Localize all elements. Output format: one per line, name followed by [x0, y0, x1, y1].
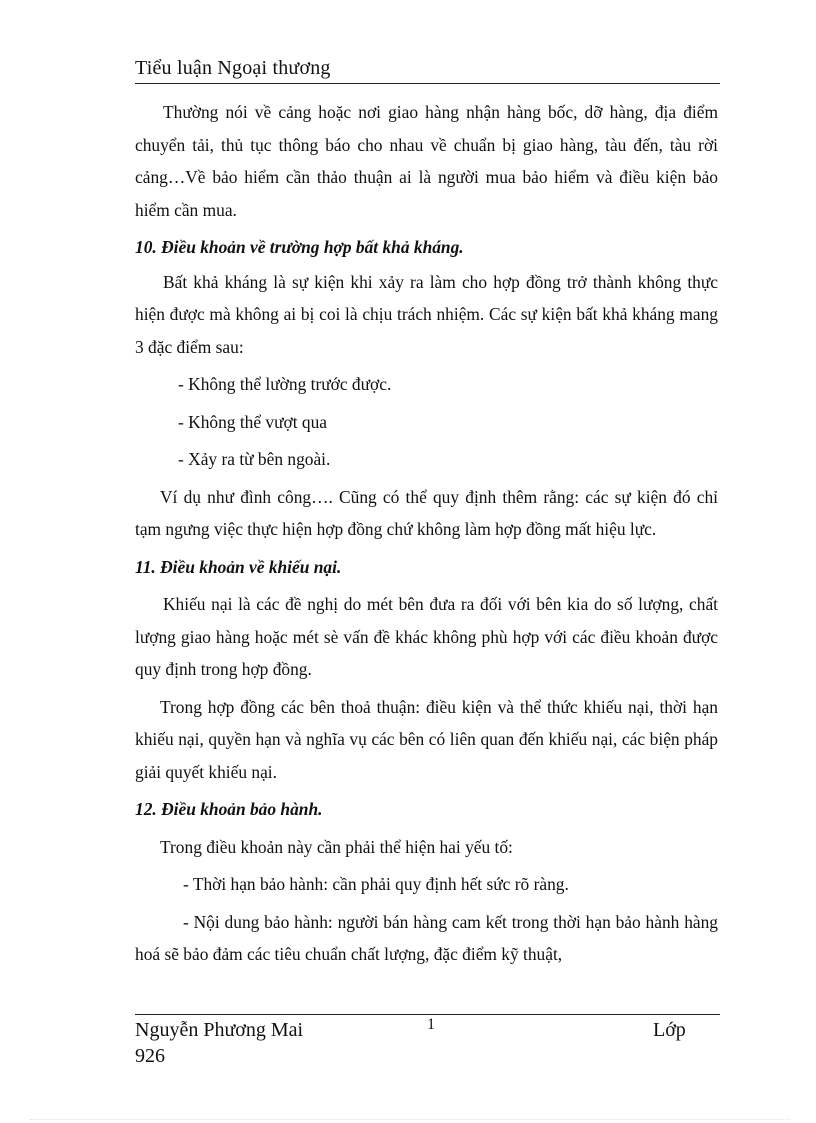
paragraph: Trong hợp đồng các bên thoả thuận: điều kiện và thể thức khiếu nại, thời hạn khiếu nại, quyền hạn và nghĩa vụ các bên có liên quan đến khiếu nại, các biện pháp giải quyết khiếu nại.: [135, 696, 718, 782]
list-item: - Thời hạn bảo hành: cần phải quy định hết sức rõ ràng.: [183, 874, 569, 894]
page-header-title: Tiểu luận Ngoại thương: [135, 57, 331, 79]
footer-number: 926: [135, 1045, 165, 1067]
list-item: - Không thể lường trước được.: [178, 374, 392, 394]
paragraph: Ví dụ như đình công…. Cũng có thể quy định thêm rằng: các sự kiện đó chỉ tạm ngưng việc thực hiện hợp đồng chứ không làm hợp đồng mất hiệu lực.: [135, 486, 718, 539]
list-item: - Không thể vượt qua: [178, 411, 328, 432]
section-heading-12: 12. Điều khoản bảo hành.: [135, 799, 323, 819]
paragraph: Thường nói về cảng hoặc nơi giao hàng nhận hàng bốc, dỡ hàng, địa điểm chuyển tải, thủ tục thông báo cho nhau về chuẩn bị giao hàng, tàu đến, tàu rời cảng…Về bảo hiểm cần thảo thuận ai là người mua bảo hiểm và điều kiện bảo hiểm cần mua.: [135, 102, 718, 220]
section-heading-10: 10. Điều khoản về trường hợp bất khả kháng.: [135, 237, 464, 257]
section-heading-11: 11. Điều khoản về khiếu nại.: [135, 556, 342, 577]
footer-author: Nguyễn Phương Mai: [135, 1019, 304, 1041]
page-bottom-border: [30, 1119, 790, 1120]
paragraph: Khiếu nại là các đề nghị do mét bên đưa ra đối với bên kia do số lượng, chất lượng giao hàng hoặc mét sè vấn đề khác không phù hợp với các điều khoản được quy định trong hợp đồng.: [135, 594, 718, 679]
list-item: - Xảy ra từ bên ngoài.: [178, 449, 331, 469]
footer-class-label: Lớp: [653, 1019, 686, 1041]
document-body: [135, 96, 718, 971]
paragraph: Bất khả kháng là sự kiện khi xảy ra làm cho hợp đồng trở thành không thực hiện được mà không ai bị coi là chịu trách nhiệm. Các sự kiện bất khả kháng mang 3 đặc điểm sau:: [135, 271, 718, 357]
header-divider: [135, 83, 720, 84]
page-number: 1: [427, 1016, 435, 1033]
footer-divider: [135, 1014, 720, 1015]
paragraph: Trong điều khoản này cần phải thể hiện hai yếu tố:: [160, 836, 513, 857]
paragraph: - Nội dung bảo hành: người bán hàng cam kết trong thời hạn bảo hành hàng hoá sẽ bảo đảm các tiêu chuẩn chất lượng, đặc điểm kỹ thuật,: [135, 911, 718, 964]
